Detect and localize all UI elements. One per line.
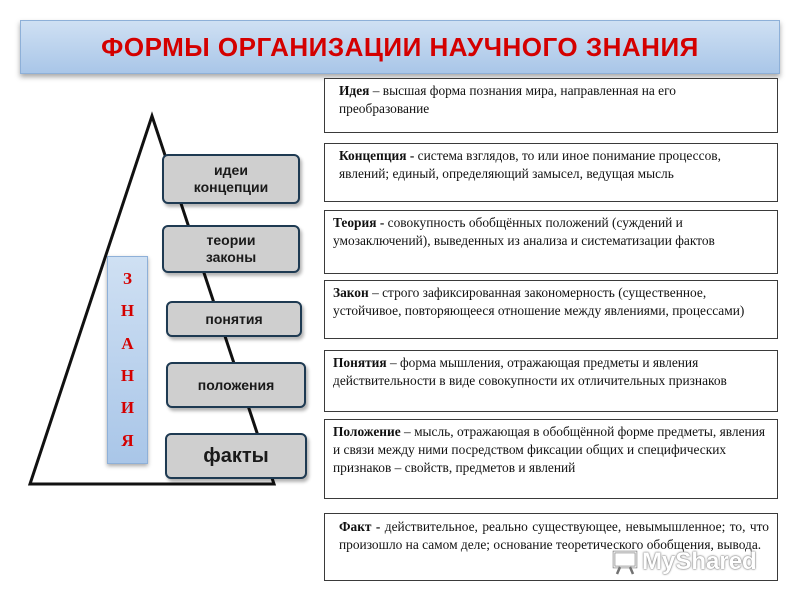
definition-term: Факт - [339,519,381,534]
vertical-letter: Н [120,301,135,321]
level-label: факты [203,445,269,467]
watermark-text: MyShared [642,548,757,575]
level-label: понятия [205,310,263,327]
definition-theory [324,210,778,274]
definition-text: – строго зафиксированная закономерность (существенное, устойчивое, повторяющееся отношение между явлениями, процессами) [333,285,745,318]
definition-text: система взглядов, то или иное понимание процессов, явлений; единый, определяющий замысел, ведущая мысль [339,148,721,181]
vertical-letter: З [123,269,132,289]
definition-term: Концепция - [339,148,415,163]
level-ideas-concepts [162,154,300,204]
definition-notion [324,350,778,412]
presentation-board-icon [612,549,638,575]
definition-term: Понятия [333,355,387,370]
title-banner [20,20,780,74]
level-label: концепции [193,179,269,195]
definition-text: – форма мышления, отражающая предметы и явления действительности в виде совокупности их отличительных признаков [333,355,727,388]
vertical-letter: Я [121,430,134,450]
vertical-label-znaniya [107,256,148,464]
page-title: ФОРМЫ ОРГАНИЗАЦИИ НАУЧНОГО ЗНАНИЯ [101,31,699,62]
definition-proposition [324,419,778,499]
level-label: идеи [214,162,248,179]
definition-term: Идея [339,83,370,98]
definition-law [324,280,778,339]
definition-text: – мысль, отражающая в обобщённой форме предметы, явления и связи между ними посредством фиксации общих и специфических признаков – свойств, предметов и явлений [333,424,766,475]
definition-text: – высшая форма познания мира, направленная на его преобразование [339,83,676,116]
definition-concept [324,143,778,202]
level-facts [165,433,307,479]
level-label: законы [205,249,257,265]
vertical-letter: Н [120,366,135,386]
vertical-letter: А [121,333,134,353]
level-theories-laws [162,225,300,273]
definition-term: Теория - [333,215,385,230]
level-propositions [166,362,306,408]
watermark [612,548,757,576]
vertical-letter: И [120,398,135,418]
definition-text: совокупность обобщённых положений (суждений и умозаключений), выведенных из анализа и систематизации фактов [333,215,715,248]
definition-idea [324,78,778,133]
level-label: положения [197,376,275,393]
level-label: теории [206,232,256,249]
level-concepts [166,301,302,337]
definition-term: Положение [333,424,401,439]
definition-term: Закон [333,285,369,300]
definition-text: действительное, реально существующее, невымышленное; то, что произошло на самом деле; основание теоретического обобщения, вывода. [339,519,769,552]
